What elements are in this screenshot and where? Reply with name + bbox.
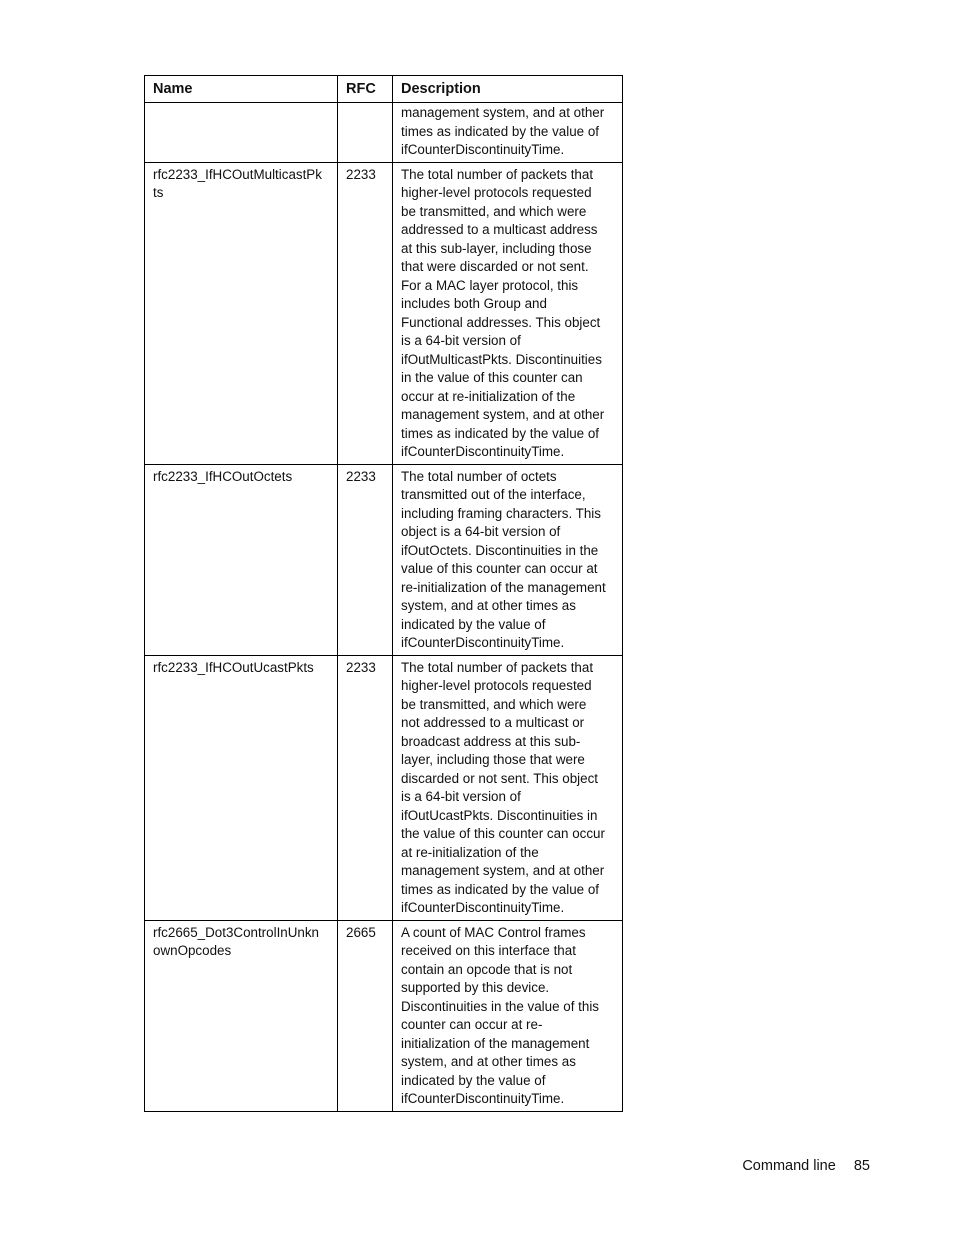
- row-rfc: 2233: [338, 655, 393, 920]
- header-name: Name: [145, 76, 338, 103]
- row-description: management system, and at other times as indicated by the value of ifCounterDiscontinuityTime.: [401, 105, 605, 157]
- row-name-cell: [145, 464, 338, 655]
- row-description: The total number of packets that higher-level protocols requested be transmitted, and which were addressed to a multicast address at this sub-layer, including those that were discarded or not sent. For a MAC layer protocol, this includes both Group and Functional addresses. This object is a 64-bit version of ifOutMulticastPkts. Discontinuities in the value of this counter can occur at re-initialization of the management system, and at other times as indicated by the value of ifCounterDiscontinuityTime.: [401, 166, 605, 459]
- row-description: A count of MAC Control frames received on this interface that contain an opcode that is not supported by this device. Discontinuities in the value of this counter can occur at re- initialization of the management system, and at other times as indicated by the value of ifCounterDiscontinuityTime.: [401, 924, 599, 1106]
- row-description-cell: [393, 103, 623, 163]
- table-row: [145, 464, 623, 655]
- row-description-cell: [393, 162, 623, 464]
- row-name: rfc2233_IfHCOutUcastPkts: [153, 659, 314, 675]
- row-description-cell: [393, 920, 623, 1111]
- table-header-row: [145, 76, 623, 103]
- footer-page-number: 85: [853, 1158, 870, 1174]
- row-description: The total number of packets that higher-level protocols requested be transmitted, and which were not addressed to a multicast or broadcast address at this sub- layer, including those that were discarded or not sent. This object is a 64-bit version of ifOutUcastPkts. Discontinuities in the value of this counter can occur at re-initialization of the management system, and at other times as indicated by the value of ifCounterDiscontinuityTime.: [401, 659, 605, 915]
- row-name: rfc2233_IfHCOutMulticastPk ts: [153, 166, 322, 200]
- row-name: rfc2233_IfHCOutOctets: [153, 468, 293, 484]
- row-name-cell: [145, 103, 338, 163]
- table-row: [145, 162, 623, 464]
- row-name-cell: [145, 162, 338, 464]
- header-rfc: RFC: [338, 76, 393, 103]
- row-rfc: 2233: [338, 464, 393, 655]
- page-footer: [742, 1158, 870, 1174]
- row-rfc: 2665: [338, 920, 393, 1111]
- header-description: Description: [393, 76, 623, 103]
- row-name-cell: [145, 655, 338, 920]
- footer-section-title: Command line: [742, 1158, 836, 1174]
- row-description: The total number of octets transmitted out of the interface, including framing characters. This object is a 64-bit version of ifOutOctets. Discontinuities in the value of this counter can occur at re-initialization of the management system, and at other times as indicated by the value of ifCounterDiscontinuityTime.: [401, 468, 606, 650]
- table-row: [145, 920, 623, 1111]
- row-rfc: [338, 103, 393, 163]
- row-name: rfc2665_Dot3ControlInUnkn ownOpcodes: [153, 924, 319, 958]
- row-description-cell: [393, 464, 623, 655]
- table-row: [145, 655, 623, 920]
- row-rfc: 2233: [338, 162, 393, 464]
- row-description-cell: [393, 655, 623, 920]
- row-name-cell: [145, 920, 338, 1111]
- table-row: [145, 103, 623, 163]
- mib-objects-table: [144, 75, 623, 1112]
